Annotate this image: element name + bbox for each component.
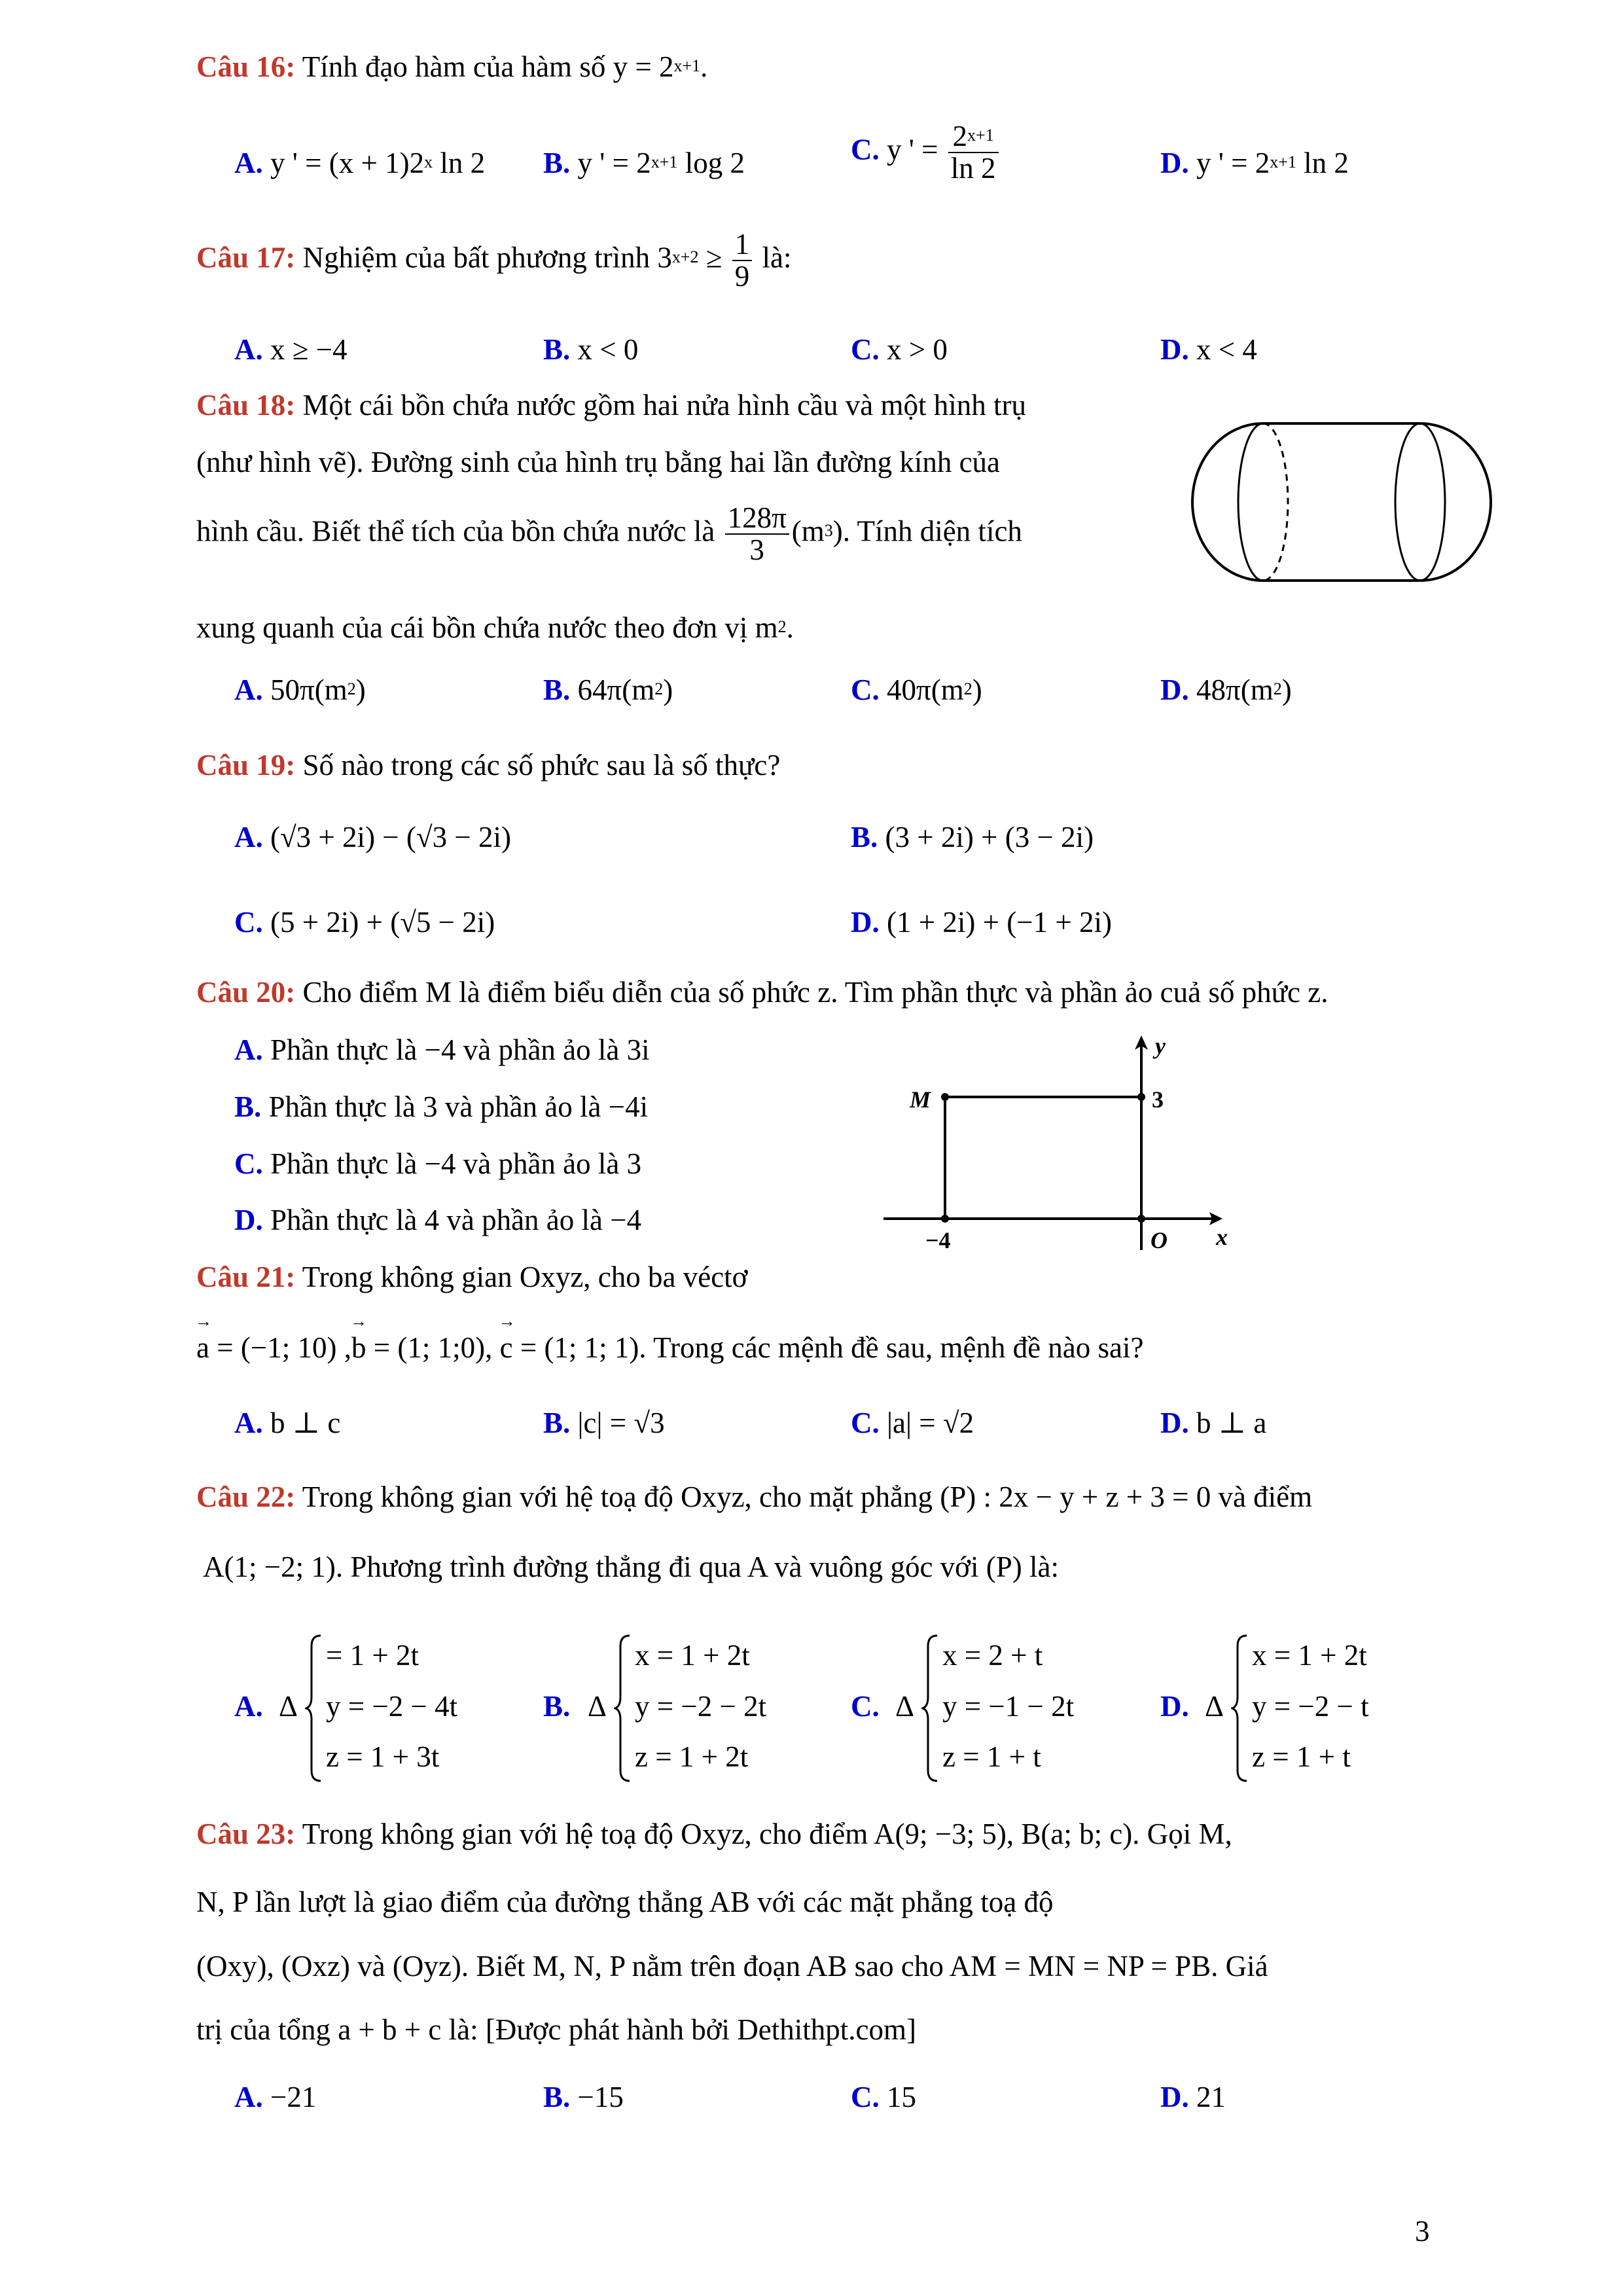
option-sup: 2 — [347, 679, 356, 698]
q20-stem — [196, 977, 1328, 1009]
option-letter: A. — [234, 821, 263, 853]
m-label: M — [910, 1086, 931, 1113]
y-tick-label: 3 — [1152, 1086, 1164, 1113]
option-text: Phần thực là −4 và phần ảo là 3 — [270, 1147, 642, 1180]
system-row-2: y = −2 − t — [1252, 1690, 1369, 1723]
option-sup: x+1 — [1270, 152, 1296, 171]
option-text: 48π(m — [1196, 673, 1274, 706]
q22-option-c[interactable] — [851, 1633, 1126, 1784]
q21-vectors: → a = (−1; 10) ,→ b = (1; 1;0), → c = (1; 1; 1). Trong các mệnh đề sau, mệnh đề nào sai? — [196, 1332, 1144, 1365]
option-letter: B. — [543, 2081, 571, 2113]
page-number: 3 — [1415, 2215, 1430, 2248]
q17-expr-sup: x+2 — [671, 247, 699, 266]
q23-line-3: (Oxy), (Oxz) và (Oyz). Biết M, N, P nằm trên đoạn AB sao cho AM = MN = NP = PB. Giá — [196, 1950, 1268, 1982]
option-letter: A. — [234, 673, 263, 706]
q16-option-c[interactable] — [851, 121, 1001, 185]
option-text: y ' = 2 — [577, 147, 651, 179]
q18-option-a[interactable] — [234, 674, 366, 707]
q21-label: Câu 21: — [196, 1261, 296, 1293]
q17-option-a[interactable] — [234, 334, 348, 367]
q23-option-b[interactable] — [543, 2081, 624, 2114]
q18-line-2: (như hình vẽ). Đường sinh của hình trụ bằng hai lần đường kính của — [196, 446, 1001, 478]
q21-option-d[interactable] — [1160, 1407, 1266, 1440]
q17-option-c[interactable] — [851, 334, 948, 367]
option-letter: A. — [234, 147, 263, 179]
option-text: −21 — [270, 2081, 317, 2113]
option-letter: B. — [543, 673, 571, 706]
q16-text: Tính đạo hàm của hàm số — [302, 50, 606, 83]
q18-text: xung quanh của cái bồn chứa nước theo đơn vị m — [196, 611, 778, 644]
option-letter: D. — [234, 1204, 263, 1236]
option-letter: A. — [234, 1033, 263, 1066]
vector-a: → a — [196, 1332, 209, 1365]
q18-unit-sup: 3 — [824, 520, 833, 540]
option-letter: A. — [234, 1407, 263, 1439]
tank-left-seam-hidden — [1263, 423, 1288, 581]
q23-text: Trong không gian với hệ toạ độ Oxyz, cho điểm A(9; −3; 5), B(a; b; c). Gọi M, — [302, 1818, 1232, 1850]
q20-option-a[interactable] — [234, 1034, 650, 1067]
tank-outline — [1192, 423, 1491, 581]
option-letter: C. — [851, 133, 880, 166]
option-sup: 2 — [963, 679, 972, 698]
fraction — [948, 121, 999, 185]
q17-expr: 3 — [657, 241, 672, 274]
system-row-3: z = 1 + 3t — [326, 1740, 440, 1773]
left-brace — [614, 1633, 632, 1784]
vector-c: → c — [500, 1332, 513, 1365]
q16-option-a[interactable] — [234, 147, 485, 180]
q19-option-a[interactable] — [234, 821, 511, 854]
option-text: y ' = 2 — [1196, 147, 1270, 179]
q23-line-2: N, P lần lượt là giao điểm của đường thẳng AB với các mặt phẳng toạ độ — [196, 1886, 1054, 1918]
tank-right-seam — [1395, 423, 1420, 581]
q21-text: Trong không gian Oxyz, cho ba véctơ — [302, 1261, 748, 1293]
q21-tail: Trong các mệnh đề sau, mệnh đề nào sai? — [653, 1331, 1144, 1364]
x-tick-label: −4 — [925, 1227, 951, 1253]
option-text-end: ) — [1281, 673, 1292, 706]
q18-text-end: . — [786, 611, 794, 644]
option-text: Phần thực là 3 và phần ảo là −4i — [268, 1090, 649, 1123]
delta-symbol: Δ — [1205, 1690, 1224, 1723]
system-row-1: x = 2 + t — [942, 1639, 1043, 1672]
option-text-end: ln 2 — [433, 147, 486, 179]
q17-expr-rel: ≥ — [698, 241, 722, 274]
q20-option-d[interactable] — [234, 1204, 641, 1237]
option-text: 40π(m — [887, 673, 964, 706]
q20-option-c[interactable] — [234, 1148, 641, 1181]
option-letter: B. — [851, 821, 878, 853]
origin-label: O — [1150, 1227, 1168, 1253]
fraction-numerator: $2^{x+1}$ — [948, 121, 999, 153]
q17-label: Câu 17: — [196, 241, 296, 274]
q19-text: Số nào trong các số phức sau là số thực? — [302, 749, 781, 781]
point-y3 — [1137, 1093, 1145, 1101]
q22-option-a[interactable] — [234, 1633, 509, 1784]
point-m — [941, 1093, 949, 1101]
point-x-4 — [941, 1215, 949, 1223]
option-text: x < 0 — [577, 333, 639, 366]
q22-text: Trong không gian với hệ toạ độ Oxyz, cho mặt phẳng (P) : 2x − y + z + 3 = 0 và điểm — [302, 1480, 1313, 1513]
option-text-end: ) — [663, 673, 673, 706]
origin-point — [1137, 1215, 1145, 1223]
tank-figure — [1185, 416, 1499, 589]
q21-option-a[interactable] — [234, 1407, 340, 1440]
system-row-3: z = 1 + t — [942, 1740, 1041, 1773]
vector-b-value: = (1; 1;0), — [366, 1331, 493, 1364]
projection-rectangle — [945, 1097, 1141, 1219]
option-letter: A. — [234, 2081, 263, 2113]
q18-unit-sup: 2 — [777, 617, 787, 636]
option-text: 64π(m — [577, 673, 655, 706]
option-letter: A. — [234, 333, 263, 366]
delta-symbol: Δ — [588, 1690, 607, 1723]
option-text: b ⊥ c — [270, 1407, 341, 1439]
q19-stem — [196, 749, 780, 782]
option-text: (1 + 2i) + (−1 + 2i) — [887, 906, 1112, 939]
option-text-end: ln 2 — [1296, 147, 1349, 179]
option-letter: C. — [234, 1147, 263, 1180]
q22-line-1 — [196, 1481, 1312, 1514]
option-letter: C. — [851, 1407, 880, 1439]
option-text: x ≥ −4 — [270, 333, 348, 366]
q22-option-b[interactable] — [543, 1633, 818, 1784]
q16-option-d[interactable] — [1160, 147, 1349, 180]
option-letter: D. — [1160, 673, 1189, 706]
q22-label: Câu 22: — [196, 1480, 296, 1513]
q18-option-c[interactable] — [851, 674, 982, 707]
option-text: Phần thực là −4 và phần ảo là 3i — [270, 1033, 650, 1066]
q17-text: Nghiệm của bất phương trình — [302, 241, 651, 274]
q19-option-b[interactable] — [851, 821, 1094, 854]
q18-option-d[interactable] — [1160, 674, 1292, 707]
option-letter: D. — [1160, 333, 1189, 366]
fraction-denominator: 3 — [749, 533, 764, 567]
option-letter: D. — [1160, 1690, 1189, 1723]
q17-tail: là: — [762, 241, 792, 274]
q16-expr: y = 2 — [613, 50, 674, 83]
option-letter: C. — [851, 333, 880, 366]
q17-option-d[interactable] — [1160, 334, 1257, 367]
q23-option-d[interactable] — [1160, 2081, 1226, 2114]
option-letter: C. — [851, 2081, 880, 2113]
option-text: y ' = (x + 1)2 — [270, 147, 425, 179]
q22-option-d[interactable] — [1160, 1633, 1435, 1784]
q20-text: Cho điểm M là điểm biểu diễn của số phức z. Tìm phần thực và phần ảo cuả số phức z. — [302, 976, 1329, 1009]
fraction-denominator: 9 — [734, 260, 750, 293]
q18-text-end: ). Tính diện tích — [832, 514, 1022, 548]
system-row-2: y = −2 − 4t — [326, 1690, 458, 1723]
option-letter: C. — [234, 906, 263, 939]
option-letter: D. — [1160, 1407, 1189, 1439]
tank-right-seam-front — [1420, 423, 1445, 581]
vector-b: → b — [351, 1332, 366, 1365]
option-text: (3 + 2i) + (3 − 2i) — [885, 821, 1094, 853]
q19-option-c[interactable] — [234, 906, 495, 939]
option-text: 21 — [1196, 2081, 1226, 2113]
option-text-end: log 2 — [677, 147, 745, 179]
q19-label: Câu 19: — [196, 749, 296, 781]
option-text: 15 — [887, 2081, 916, 2113]
system-row-3: z = 1 + 2t — [635, 1740, 749, 1773]
system-row-1: x = 1 + 2t — [1252, 1639, 1367, 1672]
option-text: −15 — [577, 2081, 624, 2113]
q16-label: Câu 16: — [196, 50, 296, 83]
option-sup: x+1 — [651, 152, 678, 171]
option-text: (√3 + 2i) − (√3 − 2i) — [270, 821, 511, 853]
q20-option-b[interactable] — [234, 1091, 648, 1124]
option-letter: A. — [234, 1690, 263, 1723]
q21-option-c[interactable] — [851, 1407, 974, 1440]
option-text-end: ) — [355, 673, 366, 706]
option-letter: B. — [234, 1090, 262, 1123]
fraction-denominator: ln 2 — [950, 152, 996, 185]
system-row-1: = 1 + 2t — [326, 1639, 419, 1672]
q18-line-3 — [196, 503, 1022, 566]
delta-symbol: Δ — [279, 1690, 298, 1723]
option-text: x < 4 — [1196, 333, 1257, 366]
q23-option-c[interactable] — [851, 2081, 916, 2114]
option-text: (5 + 2i) + (√5 − 2i) — [270, 906, 495, 939]
left-brace — [1231, 1633, 1249, 1784]
option-text: |a| = √2 — [887, 1407, 974, 1439]
option-sup: 2 — [654, 679, 664, 698]
left-brace — [305, 1633, 323, 1784]
q16-expr-sup: x+1 — [673, 56, 701, 75]
q16-option-b[interactable] — [543, 147, 745, 180]
q21-option-b[interactable] — [543, 1407, 665, 1440]
system-row-2: y = −1 − 2t — [942, 1690, 1075, 1723]
left-brace — [921, 1633, 940, 1784]
vector-a-value: = (−1; 10) — [209, 1331, 337, 1364]
option-letter: B. — [543, 147, 571, 179]
option-text: y ' = — [887, 133, 938, 166]
q23-line-4: trị của tổng a + b + c là: [Được phát hành bởi Dethithpt.com] — [196, 2013, 916, 2046]
option-letter: D. — [1160, 147, 1189, 179]
q22-line-2: A(1; −2; 1). Phương trình đường thẳng đi qua A và vuông góc với (P) là: — [203, 1551, 1059, 1583]
q18-option-b[interactable] — [543, 674, 673, 707]
q18-text: hình cầu. Biết thể tích của bồn chứa nước là — [196, 514, 715, 548]
delta-symbol: Δ — [895, 1690, 914, 1723]
q20-label: Câu 20: — [196, 976, 296, 1009]
option-letter: C. — [851, 673, 880, 706]
system-row-3: z = 1 + t — [1252, 1740, 1351, 1773]
q18-text: Một cái bồn chứa nước gồm hai nửa hình cầu và một hình trụ — [302, 389, 1026, 422]
fraction-numerator: 128π — [725, 503, 789, 535]
q23-label: Câu 23: — [196, 1818, 296, 1850]
system-row-2: y = −2 − 2t — [635, 1690, 767, 1723]
option-letter: B. — [543, 1690, 571, 1723]
y-axis-label: y — [1155, 1033, 1166, 1059]
x-axis-label: x — [1216, 1224, 1228, 1250]
option-text: 50π(m — [270, 673, 348, 706]
option-letter: D. — [1160, 2081, 1189, 2113]
option-text: |c| = √3 — [577, 1407, 665, 1439]
q23-option-a[interactable] — [234, 2081, 316, 2114]
option-letter: C. — [851, 1690, 880, 1723]
option-text: x > 0 — [887, 333, 948, 366]
option-letter: B. — [543, 1407, 571, 1439]
fraction — [732, 229, 753, 293]
q21-stem — [196, 1261, 747, 1294]
option-text: Phần thực là 4 và phần ảo là −4 — [270, 1204, 642, 1236]
tank-left-seam — [1238, 423, 1263, 581]
option-letter: B. — [543, 333, 571, 366]
option-letter: D. — [851, 906, 880, 939]
vector-c-value: = (1; 1; 1). — [512, 1331, 647, 1364]
q18-unit: (m — [791, 514, 825, 548]
q18-line-1 — [196, 389, 1026, 422]
option-sup: x — [424, 152, 433, 171]
q16-expr-end: . — [700, 50, 708, 83]
q17-option-b[interactable] — [543, 334, 638, 367]
fraction-numerator: 1 — [732, 229, 753, 261]
q23-line-1 — [196, 1818, 1232, 1851]
q16-stem — [196, 51, 707, 84]
system-row-1: x = 1 + 2t — [635, 1639, 750, 1672]
complex-plane-graph — [877, 1028, 1243, 1263]
q17-stem — [196, 229, 791, 293]
option-sup: 2 — [1273, 679, 1282, 698]
q18-line-4 — [196, 612, 794, 645]
q18-label: Câu 18: — [196, 389, 296, 422]
option-text: b ⊥ a — [1196, 1407, 1267, 1439]
fraction — [725, 503, 789, 566]
option-text-end: ) — [972, 673, 982, 706]
q19-option-d[interactable] — [851, 906, 1112, 939]
